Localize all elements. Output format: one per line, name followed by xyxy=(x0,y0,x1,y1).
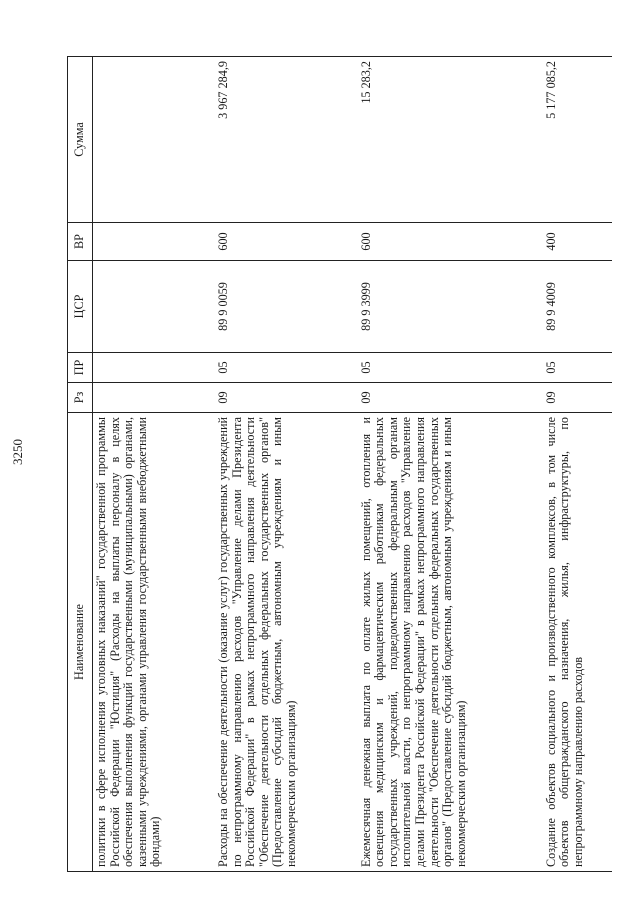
row-csr: 89 9 0059 xyxy=(215,261,348,353)
row-sum: 15 283,2 xyxy=(358,57,533,223)
row-pr xyxy=(93,353,205,383)
row-vr: 600 xyxy=(358,223,533,261)
row-pr: 05 xyxy=(215,353,348,383)
row-sum: 5 177 085,2 xyxy=(543,57,612,223)
row-pr: 05 xyxy=(358,353,533,383)
header-rz: Рз xyxy=(68,383,93,413)
header-csr: ЦСР xyxy=(68,261,93,353)
table-row xyxy=(93,57,205,872)
table-row xyxy=(215,57,348,872)
row-sum: 3 967 284,9 xyxy=(215,57,348,223)
row-csr xyxy=(93,261,205,353)
rotated-page xyxy=(67,57,612,872)
row-csr: 89 9 3999 xyxy=(358,261,533,353)
row-rz: 09 xyxy=(358,383,533,413)
table-header-row xyxy=(68,57,93,872)
header-name: Наименование xyxy=(68,413,93,872)
row-name: Создание объектов социального и производственного комплексов, в том числе объектов общегражданского назначения, жилья, инфраструктуры, по непрограммному направлению расходов xyxy=(543,413,612,872)
header-vr: ВР xyxy=(68,223,93,261)
row-name: Расходы на обеспечение деятельности (оказание услуг) государственных учреждений по непрограммному направлению расходов "Управление делами Президента Российской Федерации" в рамках непрограммного направления деятельности "Обеспечение деятельности отдельных федеральных государственных органов" (Предоставление субсидий бюджетным, автономным учреждениям и иным некоммерческим организациям) xyxy=(215,413,348,872)
row-vr: 600 xyxy=(215,223,348,261)
row-pr: 05 xyxy=(543,353,612,383)
row-name: Ежемесячная денежная выплата по оплате жилых помещений, отопления и освещения медицинским и фармацевтическим работникам федеральных государственных учреждений, подведомственных федеральным органам исполнительной власти, по непрограммному направлению расходов "Управление делами Президента Российской Федерации" в рамках непрограммного направления деятельности "Обеспечение деятельности отдельных федеральных государственных органов" (Предоставление субсидий бюджетным, автономным учреждениям и иным некоммерческим организациям) xyxy=(358,413,533,872)
row-rz xyxy=(93,383,205,413)
row-sum xyxy=(93,57,205,223)
header-sum: Сумма xyxy=(68,57,93,223)
table-row xyxy=(543,57,612,872)
row-vr: 400 xyxy=(543,223,612,261)
row-rz: 09 xyxy=(215,383,348,413)
row-csr: 89 9 4009 xyxy=(543,261,612,353)
header-pr: ПР xyxy=(68,353,93,383)
budget-table xyxy=(67,56,612,872)
row-name: политики в сфере исполнения уголовных наказаний" государственной программы Российской Федерации "Юстиция" (Расходы на выплаты персоналу в целях обеспечения выполнения функций государственными (муниципальными) органами, казенными учреждениями, органами управления государственными внебюджетными фондами) xyxy=(93,413,205,872)
row-rz: 09 xyxy=(543,383,612,413)
page-number: 3250 xyxy=(10,439,25,465)
table-row xyxy=(358,57,533,872)
row-vr xyxy=(93,223,205,261)
